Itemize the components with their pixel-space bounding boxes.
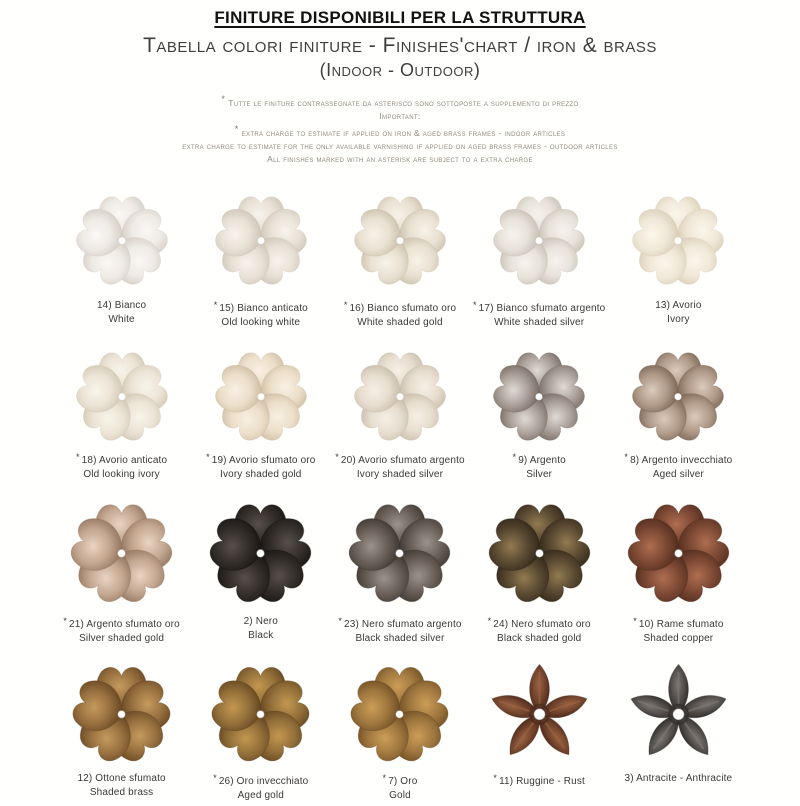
finish-label-line2 <box>633 632 723 646</box>
finish-label-line2 <box>335 468 464 482</box>
finish-swatch <box>470 181 609 341</box>
finish-name-italian: 8) Argento invecchiato <box>630 454 733 466</box>
finish-label-line1 <box>488 615 591 632</box>
finish-swatch <box>609 341 748 491</box>
flower-image <box>627 181 729 297</box>
note-text: extra charge to estimate for the only available varnishing if applied on aged brass frames - outdoor articles <box>182 141 618 152</box>
finish-name-italian: 9) Argento <box>518 454 566 466</box>
page-header <box>0 0 800 81</box>
finish-swatch <box>191 341 330 491</box>
finish-name-english: Ivory <box>667 313 690 325</box>
finish-label-line1 <box>214 299 308 316</box>
finish-label <box>338 615 461 646</box>
page-subtitle: Tabella colori finiture - Finishes'chart / iron & brass <box>143 34 657 57</box>
finish-label-line2 <box>76 468 167 482</box>
finish-name-italian: 20) Avorio sfumato argento <box>340 454 465 466</box>
flower-image <box>483 491 596 613</box>
finish-label-line1 <box>344 299 456 316</box>
finish-name-italian: 3) Antracite - Anthracite <box>624 772 733 784</box>
finish-label <box>655 299 701 327</box>
finish-swatch <box>470 491 609 656</box>
finish-label <box>213 772 308 803</box>
finish-label-line1 <box>77 772 165 786</box>
finish-label <box>335 451 464 482</box>
finish-name-italian: 10) Rame sfumato <box>638 618 724 630</box>
finish-swatch <box>52 491 191 656</box>
finish-label-line2 <box>513 468 566 482</box>
flower-image <box>71 181 173 297</box>
finish-label <box>473 299 605 330</box>
extra-charge-asterisk: * <box>493 772 498 783</box>
finish-label-line1 <box>655 299 701 313</box>
flower-image <box>71 341 173 449</box>
extra-charge-asterisk: * <box>633 615 637 626</box>
finish-label-line1 <box>383 772 418 789</box>
finish-label <box>206 451 315 482</box>
finish-name-english: White shaded gold <box>357 316 443 328</box>
finish-name-italian: 12) Ottone sfumato <box>77 772 166 784</box>
finish-label-line2 <box>77 786 165 800</box>
flower-image <box>210 181 312 297</box>
finish-swatch <box>191 491 330 656</box>
flower-image <box>488 341 590 449</box>
indoor-outdoor-line: (Indoor - Outdoor) <box>319 60 481 80</box>
finish-label-line2 <box>206 468 315 482</box>
finish-swatch <box>52 656 191 806</box>
note-line <box>0 93 800 110</box>
finish-label-line1 <box>633 615 723 632</box>
flower-image <box>65 491 178 613</box>
extra-charge-asterisk: * <box>487 615 492 626</box>
finish-label-line2 <box>344 316 456 330</box>
finish-name-italian: 14) Bianco <box>96 299 147 311</box>
flower-image <box>485 656 594 770</box>
finish-label-line2 <box>244 629 278 643</box>
note-text: All finishes marked with an asterisk are subject to a extra charge <box>267 154 533 165</box>
extra-charge-asterisk: * <box>213 772 217 783</box>
extra-charge-asterisk: * <box>343 299 348 310</box>
extra-charge-asterisk: * <box>234 124 239 135</box>
finish-label <box>624 451 732 482</box>
finish-name-italian: 13) Avorio <box>655 299 702 311</box>
finish-label <box>513 451 566 482</box>
pricing-notes <box>0 93 800 167</box>
finish-label-line1 <box>76 451 167 468</box>
finish-label <box>488 615 591 646</box>
finish-label-line1 <box>625 772 733 786</box>
finish-name-italian: 17) Bianco sfumato argento <box>478 302 606 314</box>
finish-swatch <box>330 491 469 656</box>
finish-name-english: Shaded copper <box>643 632 714 644</box>
finish-name-english: Shaded brass <box>89 786 154 798</box>
finish-name-english: Black shaded silver <box>355 632 445 644</box>
finish-name-english: Black shaded gold <box>497 632 582 644</box>
finish-name-italian: 2) Nero <box>243 615 278 627</box>
flower-image <box>206 656 315 770</box>
finish-name-italian: 19) Avorio sfumato oro <box>211 454 316 466</box>
note-text: extra charge to estimate if applied on iron & aged brass frames - indoor articles <box>241 128 566 138</box>
flower-image <box>349 341 451 449</box>
extra-charge-asterisk: * <box>221 94 226 104</box>
finish-label-line1 <box>206 451 315 468</box>
extra-charge-asterisk: * <box>472 299 477 310</box>
finish-label-line2 <box>655 313 701 327</box>
finish-label <box>77 772 165 800</box>
finish-name-italian: 7) Oro <box>388 775 418 787</box>
extra-charge-asterisk: * <box>512 451 517 462</box>
finish-label-line2 <box>213 789 308 803</box>
extra-charge-asterisk: * <box>624 451 629 462</box>
finish-name-english: White <box>108 313 135 325</box>
finish-name-english: Gold <box>389 789 411 801</box>
finish-label-line2 <box>383 789 418 803</box>
note-line <box>0 140 800 153</box>
finish-name-english: Black <box>248 629 274 641</box>
finish-name-italian: 15) Bianco anticato <box>219 302 308 314</box>
note-text: Tutte le finiture contrassegnate da asterisco sono sottoposte a supplemento di prezzo <box>228 97 579 108</box>
finish-label <box>214 299 308 330</box>
flower-image <box>622 491 735 613</box>
finish-label <box>97 299 146 327</box>
finish-label-line2 <box>63 632 179 646</box>
finish-swatch <box>609 656 748 806</box>
finish-label-line2 <box>473 316 605 330</box>
finish-label <box>63 615 179 646</box>
extra-charge-asterisk: * <box>382 772 387 783</box>
flower-image <box>345 656 454 770</box>
finish-label-line1 <box>513 451 566 468</box>
finish-name-italian: 26) Oro invecchiato <box>218 775 309 787</box>
finish-label-line2 <box>624 468 732 482</box>
extra-charge-asterisk: * <box>338 615 343 626</box>
finish-label-line1 <box>338 615 461 632</box>
finish-label-line1 <box>335 451 464 468</box>
finish-label-line1 <box>493 772 585 789</box>
finish-label-line1 <box>624 451 732 468</box>
finish-name-english: White shaded silver <box>494 316 585 328</box>
finish-swatch <box>52 341 191 491</box>
finish-label <box>625 772 733 786</box>
finish-label-line2 <box>338 632 461 646</box>
finish-label-line1 <box>213 772 308 789</box>
finish-label-line2 <box>97 313 146 327</box>
note-line <box>0 153 800 166</box>
finish-name-italian: 23) Nero sfumato argento <box>344 618 462 630</box>
finish-name-english: Aged gold <box>237 789 284 801</box>
finish-swatch <box>609 491 748 656</box>
finish-swatch <box>191 656 330 806</box>
finish-name-english: Silver <box>526 468 553 480</box>
finish-label <box>633 615 723 646</box>
finish-swatch <box>191 181 330 341</box>
finish-label-line1 <box>97 299 146 313</box>
finish-swatch <box>52 181 191 341</box>
finish-label-line2 <box>214 316 308 330</box>
finish-name-english: Ivory shaded silver <box>356 468 444 480</box>
finish-label-line1 <box>244 615 278 629</box>
extra-charge-asterisk: * <box>213 299 218 310</box>
finish-name-italian: 24) Nero sfumato oro <box>493 618 591 630</box>
finish-swatch <box>330 341 469 491</box>
finish-label <box>344 299 456 330</box>
flower-image <box>624 656 733 770</box>
note-line <box>0 110 800 123</box>
finish-name-english: Ivory shaded gold <box>220 468 302 480</box>
page-title: FINITURE DISPONIBILI PER LA STRUTTURA <box>214 8 586 27</box>
flower-image <box>210 341 312 449</box>
finish-label <box>383 772 418 803</box>
flower-image <box>343 491 456 613</box>
finish-name-english: Aged silver <box>652 468 704 480</box>
finish-swatch <box>470 656 609 806</box>
flower-image <box>488 181 590 297</box>
finish-name-italian: 18) Avorio anticato <box>81 454 168 466</box>
finish-swatch <box>330 181 469 341</box>
finishes-grid <box>52 181 748 806</box>
note-text: Important: <box>379 111 421 121</box>
extra-charge-asterisk: * <box>76 451 80 462</box>
finish-label <box>244 615 278 643</box>
finish-name-english: Old looking white <box>221 316 301 328</box>
finish-label <box>76 451 167 482</box>
flower-image <box>204 491 317 613</box>
extra-charge-asterisk: * <box>63 615 68 626</box>
finish-swatch <box>330 656 469 806</box>
flower-image <box>349 181 451 297</box>
finish-name-english: Silver shaded gold <box>79 632 165 644</box>
finish-name-english: Old looking ivory <box>83 468 160 480</box>
extra-charge-asterisk: * <box>206 451 210 462</box>
finish-label-line2 <box>488 632 591 646</box>
finish-name-italian: 21) Argento sfumato oro <box>69 618 180 630</box>
extra-charge-asterisk: * <box>335 451 339 462</box>
finish-name-italian: 11) Ruggine - Rust <box>499 775 585 787</box>
finish-label <box>493 772 585 789</box>
finish-label-line1 <box>473 299 605 316</box>
flower-image <box>627 341 729 449</box>
finish-swatch <box>470 341 609 491</box>
flower-image <box>67 656 176 770</box>
finish-swatch <box>609 181 748 341</box>
note-line <box>0 123 800 140</box>
finish-label-line1 <box>63 615 179 632</box>
finish-name-italian: 16) Bianco sfumato oro <box>349 302 457 314</box>
